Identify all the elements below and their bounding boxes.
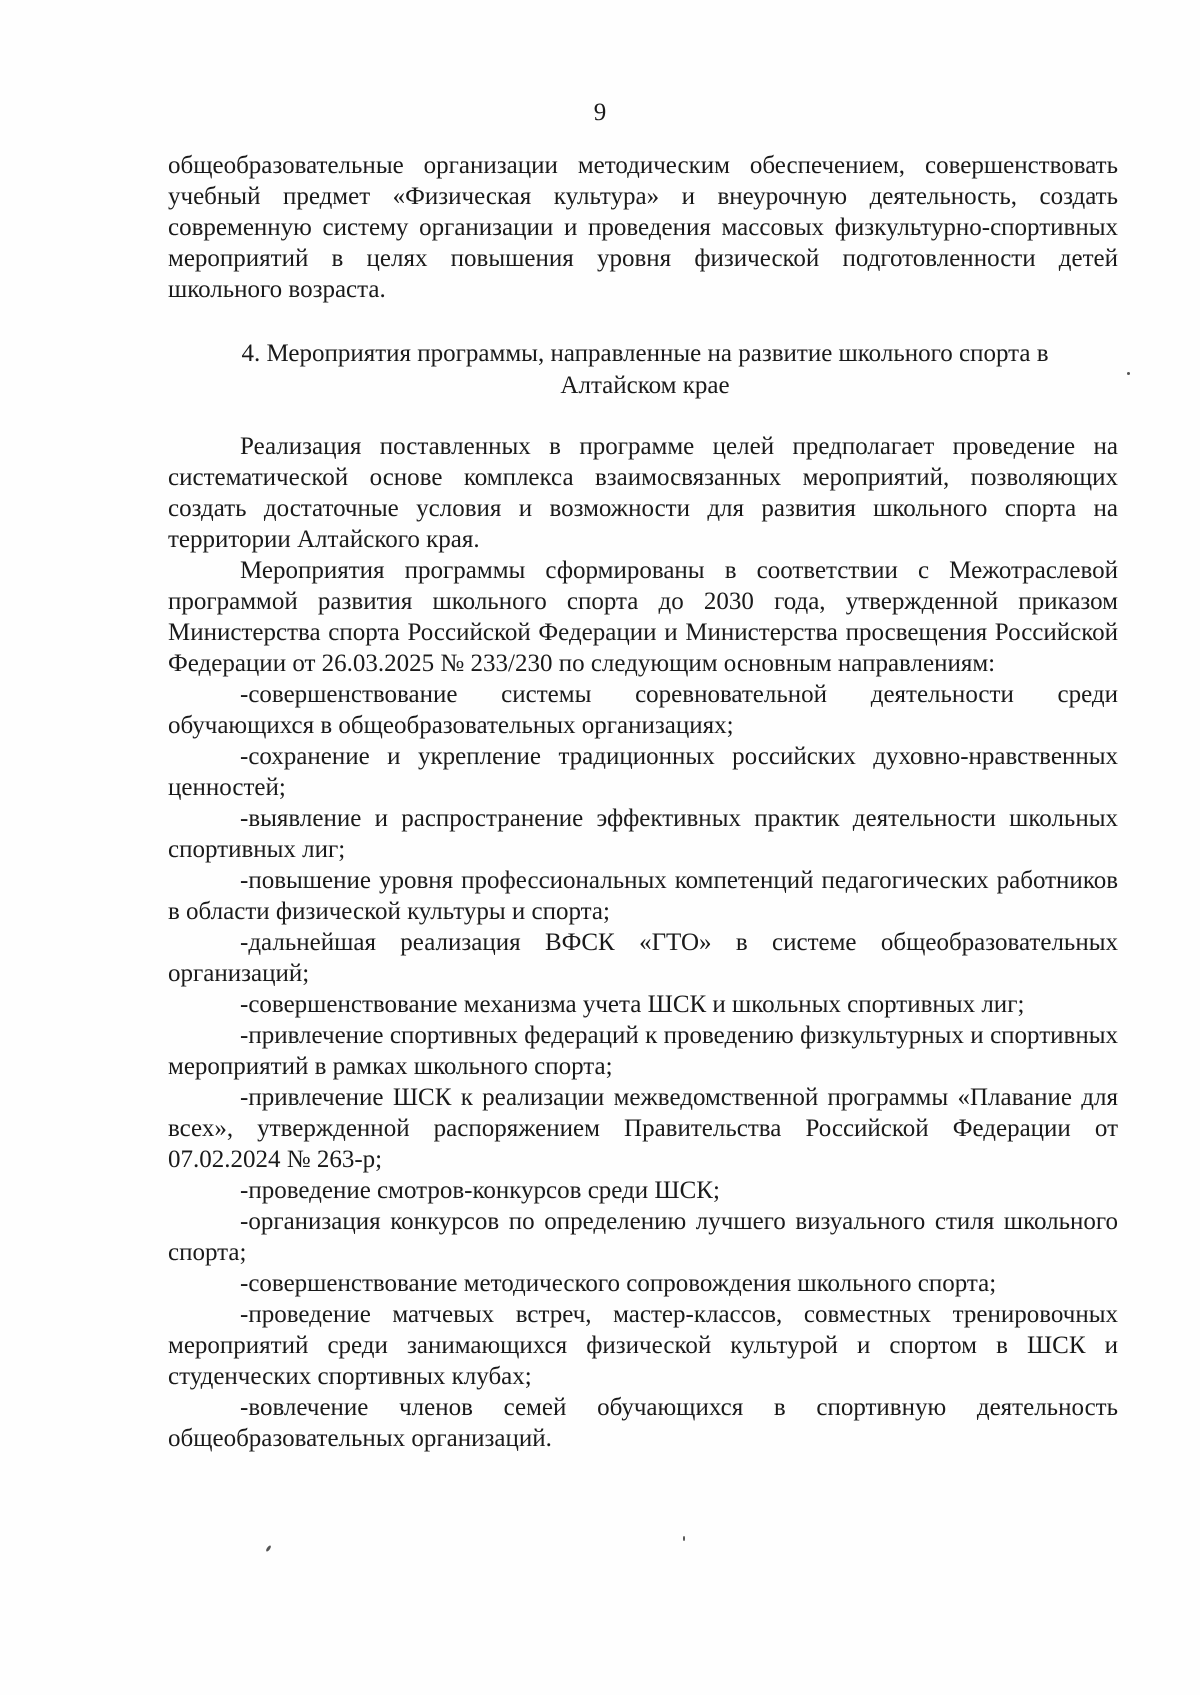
scan-speck (683, 1536, 685, 1541)
section-body (168, 431, 1118, 1454)
list-item: -совершенствование методического сопровождения школьного спорта; (240, 1270, 997, 1297)
section-heading-line-1: 4. Мероприятия программы, направленные на развитие школьного спорта в (241, 340, 1049, 367)
directions-list (168, 679, 1118, 1454)
list-item: -выявление и распространение эффективных практик деятельности школьных спортивных лиг; (168, 805, 1118, 863)
scan-speck (1127, 372, 1130, 375)
list-item: -совершенствование механизма учета ШСК и школьных спортивных лиг; (240, 991, 1025, 1018)
list-item: -привлечение спортивных федераций к проведению физкультурных и спортивных мероприятий в рамках школьного спорта; (168, 1022, 1118, 1080)
list-item: -привлечение ШСК к реализации межведомственной программы «Плавание для всех», утвержденной распоряжением Правительства Российской Федерации от 07.02.2024 № 263-р; (168, 1084, 1118, 1173)
paragraph-goals: Реализация поставленных в программе целей предполагает проведение на систематической основе комплекса взаимосвязанных мероприятий, позволяющих создать достаточные условия и возможности для развития школьного спорта на территории Алтайского края. (168, 433, 1118, 553)
list-item: -дальнейшая реализация ВФСК «ГТО» в системе общеобразовательных организаций; (168, 929, 1118, 987)
paragraph-directions-intro: Мероприятия программы сформированы в соответствии с Межотраслевой программой развития школьного спорта до 2030 года, утвержденной приказом Министерства спорта Российской Федерации и Министерства просвещения Российской Федерации от 26.03.2025 № 233/230 по следующим основным направлениям: (168, 557, 1118, 677)
list-item: -совершенствование системы соревновательной деятельности среди обучающихся в общеобразовательных организациях; (168, 681, 1118, 739)
list-item: -проведение смотров-конкурсов среди ШСК; (240, 1177, 720, 1204)
section-heading (180, 338, 1110, 402)
page-number: 9 (593, 99, 607, 126)
list-item: -проведение матчевых встреч, мастер-классов, совместных тренировочных мероприятий среди занимающихся физической культурой и спортом в ШСК и студенческих спортивных клубах; (168, 1301, 1118, 1390)
list-item: -повышение уровня профессиональных компетенций педагогических работников в области физической культуры и спорта; (168, 867, 1118, 925)
intro-paragraph-block (168, 150, 1118, 305)
list-item: -организация конкурсов по определению лучшего визуального стиля школьного спорта; (168, 1208, 1118, 1266)
list-item: -сохранение и укрепление традиционных российских духовно-нравственных ценностей; (168, 743, 1118, 801)
scan-speck (265, 1545, 271, 1552)
section-heading-line-2: Алтайском крае (560, 372, 730, 399)
intro-paragraph: общеобразовательные организации методическим обеспечением, совершенствовать учебный предмет «Физическая культура» и внеурочную деятельность, создать современную систему организации и проведения массовых физкультурно-спортивных мероприятий в целях повышения уровня физической подготовленности детей школьного возраста. (168, 152, 1118, 303)
list-item: -вовлечение членов семей обучающихся в спортивную деятельность общеобразовательных организаций. (168, 1394, 1118, 1452)
